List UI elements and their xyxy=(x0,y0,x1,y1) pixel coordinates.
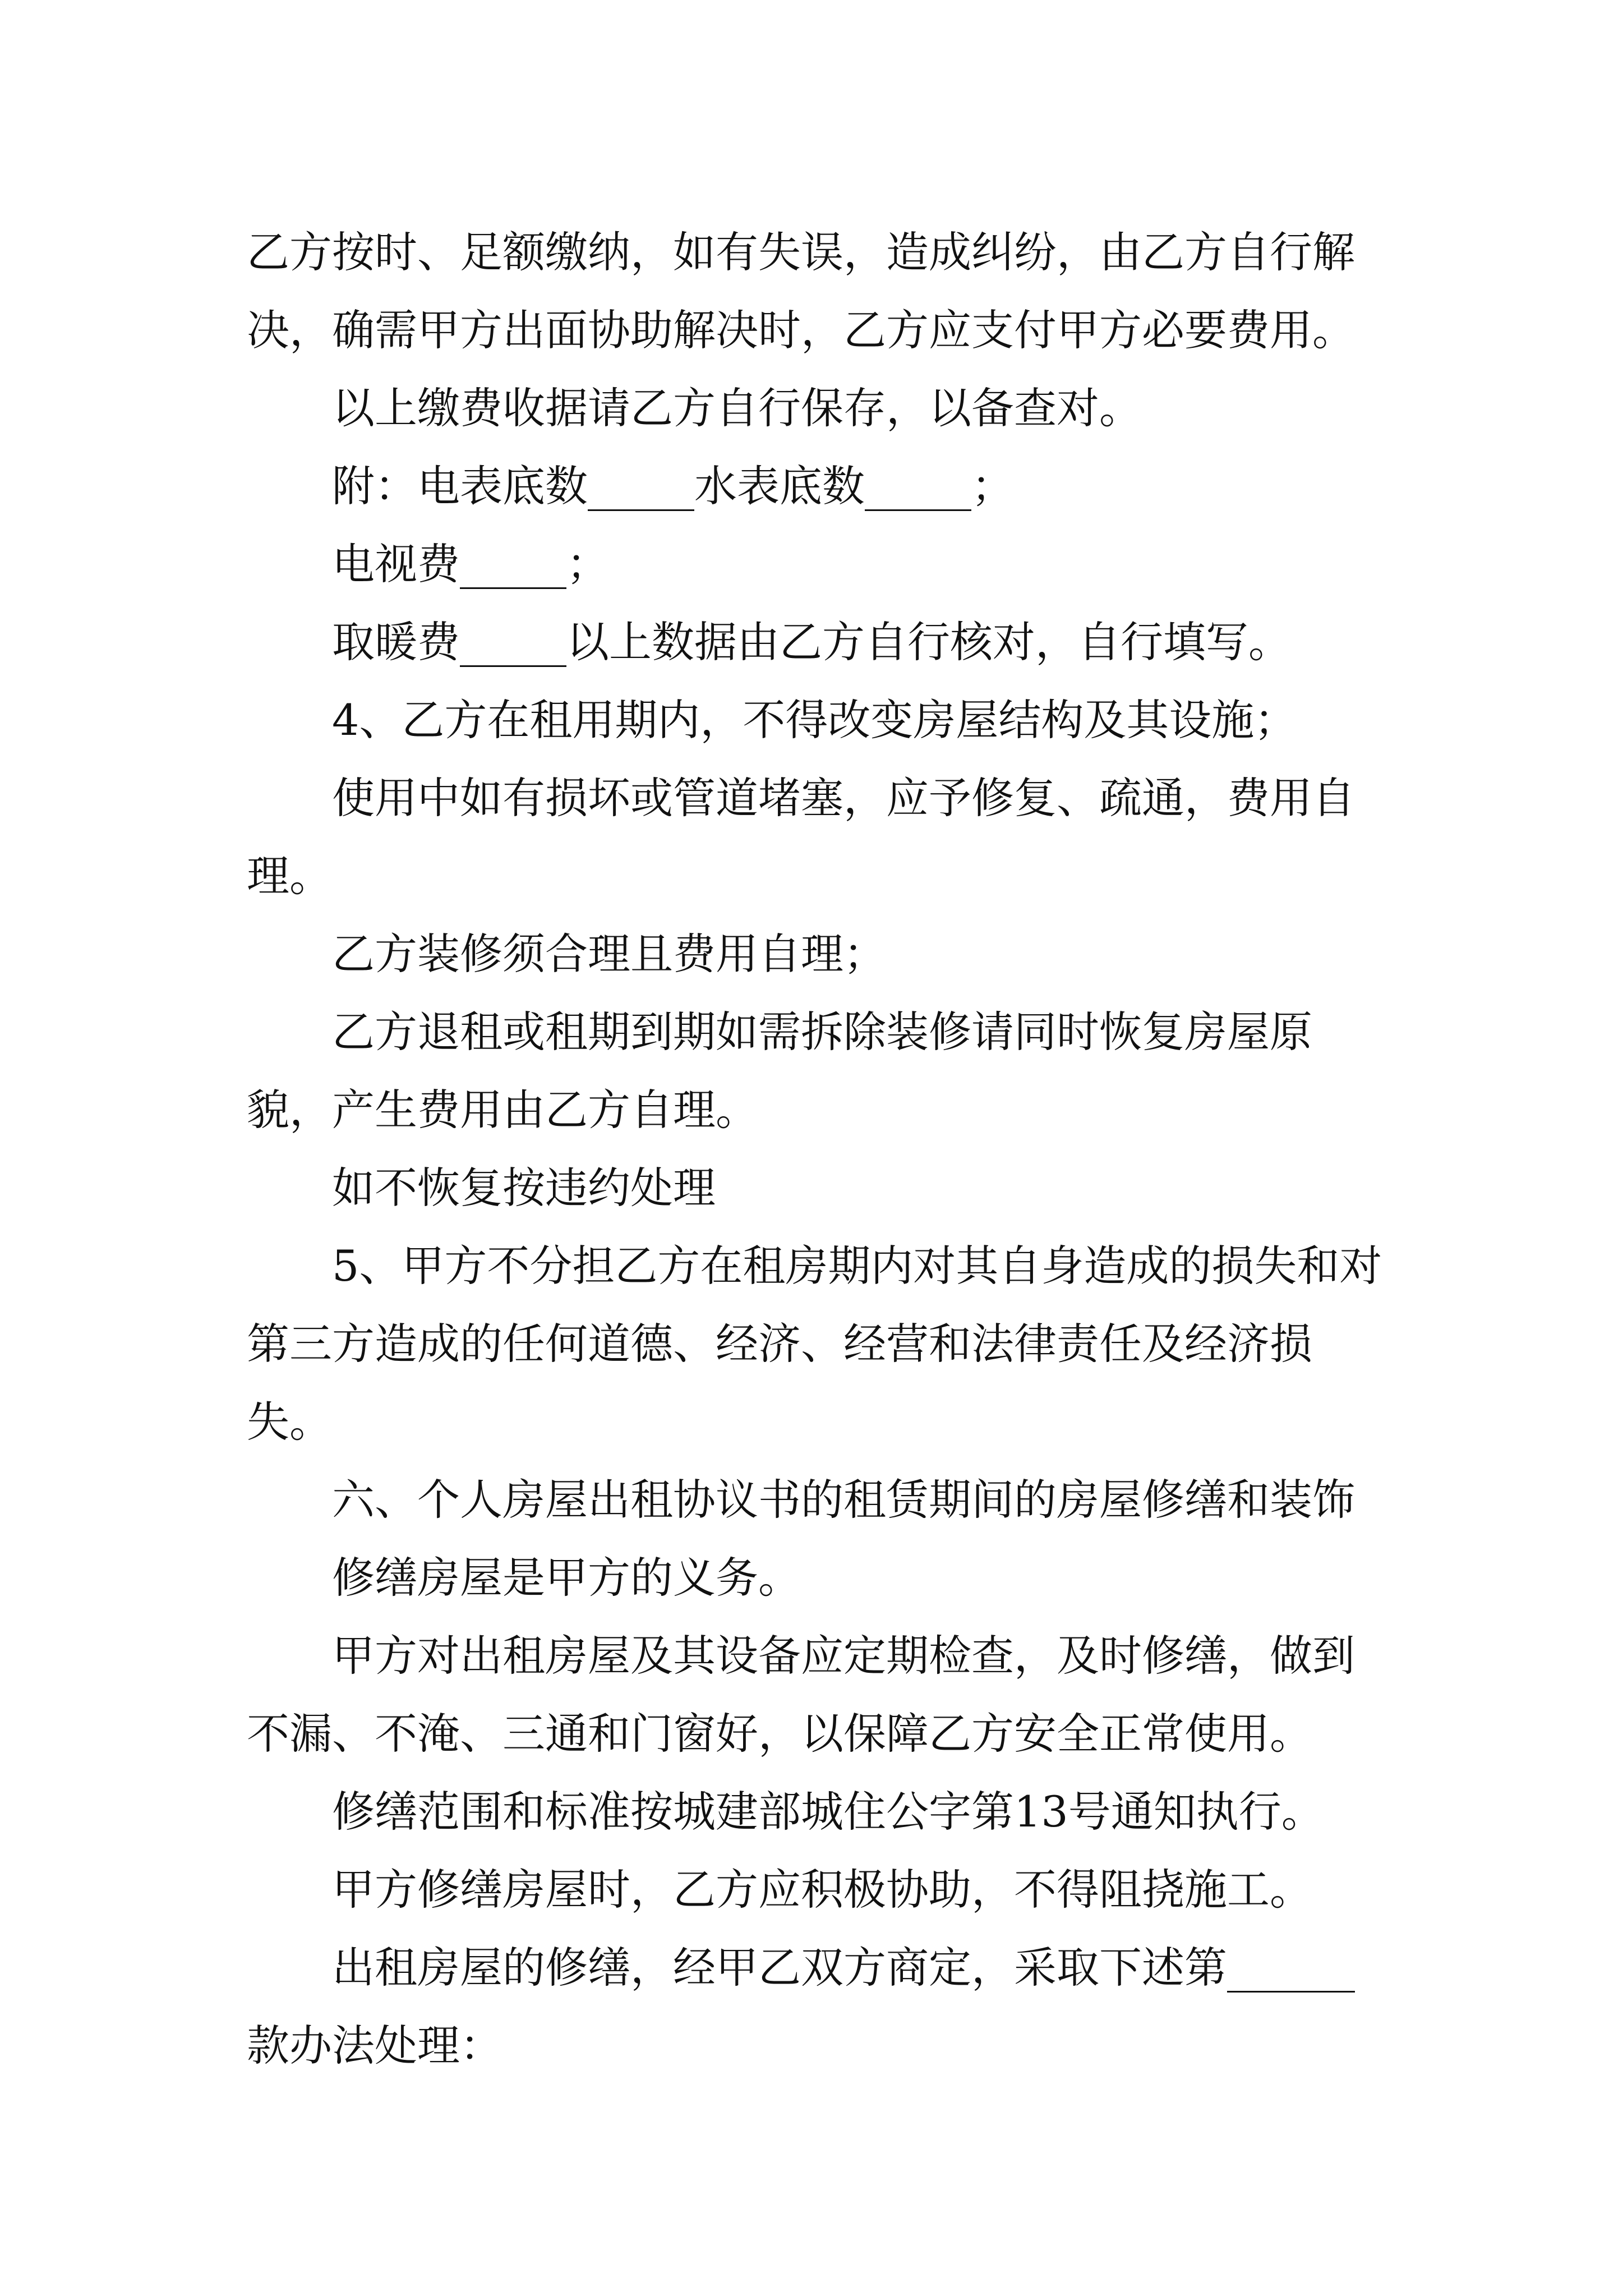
paragraph-12: 六、个人房屋出租协议书的租赁期间的房屋修缮和装饰 xyxy=(332,1475,1355,1525)
paragraph-16: 甲方修缮房屋时，乙方应积极协助，不得阻挠施工。 xyxy=(332,1865,1312,1915)
paragraph-1: 乙方按时、足额缴纳，如有失误，造成纠纷，由乙方自行解决，确需甲方出面协助解决时，乙方应支付甲方必要费用。 xyxy=(247,227,1355,355)
paragraph-6: 4、乙方在租用期内，不得改变房屋结构及其设施； xyxy=(332,695,1297,745)
document-body xyxy=(247,213,1385,2085)
paragraph-5: 取暖费_____以上数据由乙方自行核对，自行填写。 xyxy=(332,617,1291,667)
paragraph-8: 乙方装修须合理且费用自理； xyxy=(332,929,886,979)
paragraph-10: 如不恢复按违约处理 xyxy=(332,1163,716,1213)
paragraph-11: 5、甲方不分担乙方在租房期内对其自身造成的损失和对第三方造成的任何道德、经济、经营和法律责任及经济损失。 xyxy=(247,1241,1382,1447)
paragraph-14: 甲方对出租房屋及其设备应定期检查，及时修缮，做到不漏、不淹、三通和门窗好，以保障乙方安全正常使用。 xyxy=(247,1631,1355,1759)
paragraph-17: 出租房屋的修缮，经甲乙双方商定，采取下述第______款办法处理： xyxy=(247,1943,1355,2070)
paragraph-7: 使用中如有损坏或管道堵塞，应予修复、疏通，费用自理。 xyxy=(247,773,1355,901)
paragraph-3: 附：电表底数_____水表底数_____； xyxy=(332,461,1014,511)
paragraph-13: 修缮房屋是甲方的义务。 xyxy=(332,1553,801,1603)
paragraph-2: 以上缴费收据请乙方自行保存，以备查对。 xyxy=(332,383,1142,433)
paragraph-15: 修缮范围和标准按城建部城住公字第13号通知执行。 xyxy=(332,1787,1324,1837)
paragraph-9: 乙方退租或租期到期如需拆除装修请同时恢复房屋原貌，产生费用由乙方自理。 xyxy=(247,1007,1312,1135)
paragraph-4: 电视费_____； xyxy=(332,539,609,589)
